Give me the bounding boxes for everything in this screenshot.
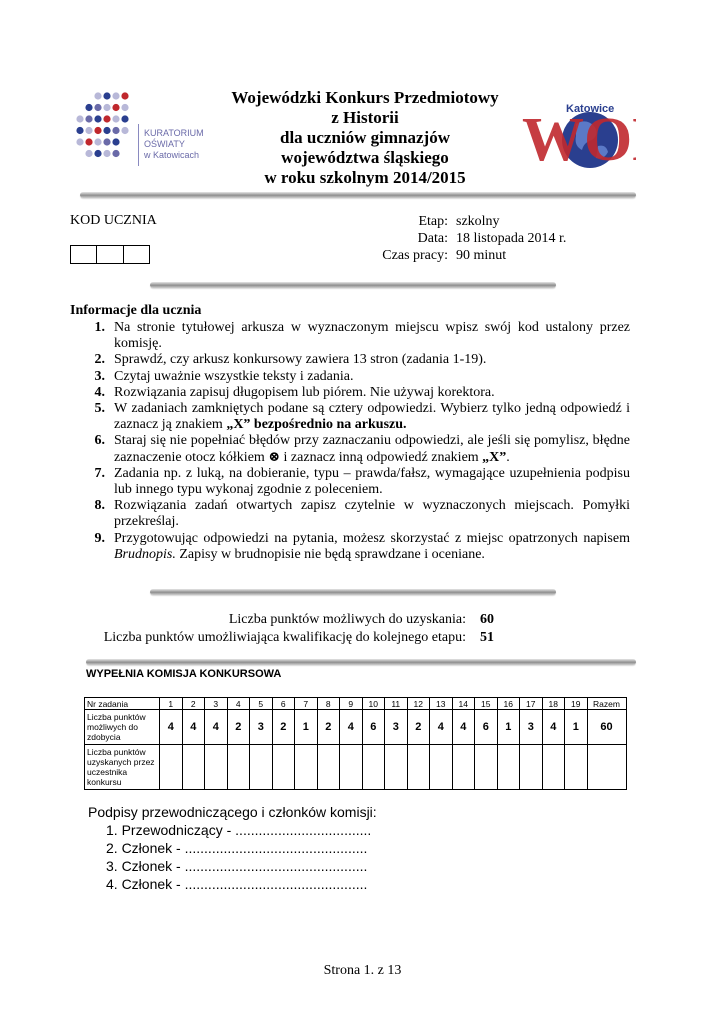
earned-points-cell[interactable] <box>362 745 385 790</box>
logo-dot <box>94 104 101 111</box>
signatures <box>88 803 377 893</box>
item-number: 2. <box>94 352 105 368</box>
item-number: 3. <box>94 368 105 384</box>
kod-ucznia-boxes[interactable] <box>70 245 150 264</box>
logo-dot <box>76 138 83 145</box>
earned-points-cell[interactable] <box>430 745 453 790</box>
item-number: 5. <box>94 401 105 417</box>
logo-dot <box>112 104 119 111</box>
earned-points-cell[interactable] <box>205 745 228 790</box>
max-points-cell: 4 <box>542 710 565 745</box>
logo-dot <box>76 127 83 134</box>
earned-points-cell[interactable] <box>565 745 588 790</box>
dots-logo-icon <box>74 90 134 170</box>
logo-dot <box>94 127 101 134</box>
max-points-cell: 60 <box>587 710 626 745</box>
signature-line[interactable]: 2. Członek - ............................................... <box>106 840 368 856</box>
item-text: Przygotowując odpowiedzi na pytania, możesz skorzystać z miejsc opatrzonych napisem Brudnopis. Zapisy w brudnopisie nie będą sprawdzane i oceniane. <box>114 530 630 562</box>
earned-points-cell[interactable] <box>250 745 273 790</box>
max-points-cell: 2 <box>227 710 250 745</box>
task-number-cell: 16 <box>497 698 520 710</box>
signature-line[interactable]: 1. Przewodniczący - ................................... <box>106 822 372 838</box>
item-text: Rozwiązania zadań otwartych zapisz czytelnie w wyznaczonych miejscach. Pomyłki przekreślaj. <box>114 498 630 530</box>
logo-dot <box>121 115 128 122</box>
page-footer: Strona 1. z 13 <box>323 963 402 978</box>
score-table <box>84 697 627 790</box>
max-points-cell: 2 <box>272 710 295 745</box>
list-item <box>70 466 630 498</box>
signatures-heading: Podpisy przewodniczącego i członków komisji: <box>88 804 377 820</box>
divider <box>80 192 636 198</box>
earned-points-cell[interactable] <box>340 745 363 790</box>
meta-value: szkolny <box>456 214 500 229</box>
task-number-cell: 11 <box>385 698 408 710</box>
list-item <box>70 369 630 385</box>
points-label: Liczba punktów umożliwiająca kwalifikację do kolejnego etapu: <box>103 630 466 645</box>
task-number-cell: 13 <box>430 698 453 710</box>
logo-dot <box>103 104 110 111</box>
wom-mark: WO <box>522 106 633 174</box>
logo-dot <box>94 138 101 145</box>
info-heading: Informacje dla ucznia <box>70 303 202 318</box>
max-points-cell: 3 <box>250 710 273 745</box>
title-line: województwa śląskiego <box>281 148 449 167</box>
wom-logo <box>518 88 636 176</box>
task-number-cell: 12 <box>407 698 430 710</box>
item-number: 8. <box>94 498 105 514</box>
max-points-cell: 4 <box>205 710 228 745</box>
earned-points-cell[interactable] <box>542 745 565 790</box>
title-line: z Historii <box>331 108 399 127</box>
earned-points-cell[interactable] <box>160 745 183 790</box>
logo-dot <box>112 115 119 122</box>
max-points-cell: 2 <box>317 710 340 745</box>
info-list <box>70 320 630 563</box>
logo-dot <box>121 127 128 134</box>
task-number-cell: 3 <box>205 698 228 710</box>
list-item <box>70 385 630 401</box>
logo-dot <box>85 150 92 157</box>
list-item <box>70 531 630 563</box>
earned-points-cell[interactable] <box>317 745 340 790</box>
max-points-cell: 3 <box>385 710 408 745</box>
logo-dot <box>103 115 110 122</box>
points-label: Liczba punktów możliwych do uzyskania: <box>228 612 466 627</box>
meta-key: Etap: <box>418 214 448 229</box>
task-number-cell: 18 <box>542 698 565 710</box>
list-item <box>70 498 630 530</box>
earned-points-cell[interactable] <box>452 745 475 790</box>
meta-value: 90 minut <box>456 248 507 263</box>
item-text: Zadania np. z luką, na dobieranie, typu – prawda/fałsz, wymagające uzupełnienia podpisu lub innego typu wykonaj zgodnie z poleceniem. <box>114 465 630 498</box>
earned-points-cell[interactable] <box>272 745 295 790</box>
meta-key: Czas pracy: <box>382 248 448 263</box>
earned-points-cell[interactable] <box>295 745 318 790</box>
points-row <box>70 611 510 629</box>
logo-dot <box>103 150 110 157</box>
earned-points-cell[interactable] <box>182 745 205 790</box>
earned-points-cell[interactable] <box>227 745 250 790</box>
item-text: Staraj się nie popełniać błędów przy zaznaczaniu odpowiedzi, ale jeśli się pomylisz, błędne zaznaczenie otocz kółkiem ⊗ i zaznacz inną odpowiedź znakiem „X”. <box>114 433 630 465</box>
max-points-cell: 1 <box>565 710 588 745</box>
logo-dot <box>85 104 92 111</box>
task-number-cell: 9 <box>340 698 363 710</box>
komisja-heading: WYPEŁNIA KOMISJA KONKURSOWA <box>86 668 282 680</box>
logo-dot <box>85 138 92 145</box>
logo-dot <box>94 150 101 157</box>
wom-logo-city: Katowice <box>566 103 615 115</box>
task-number-cell: 2 <box>182 698 205 710</box>
max-points-label: Liczba punktów możliwych do zdobycia <box>85 710 160 745</box>
item-text: Czytaj uważnie wszystkie teksty i zadania. <box>114 368 354 384</box>
logo-dot <box>112 150 119 157</box>
divider <box>150 589 556 595</box>
kuratorium-logo <box>74 90 214 170</box>
max-points-cell: 4 <box>182 710 205 745</box>
max-points-cell: 4 <box>340 710 363 745</box>
earned-points-cell[interactable] <box>475 745 498 790</box>
task-number-cell: 15 <box>475 698 498 710</box>
logo-dot <box>121 92 128 99</box>
max-points-cell: 6 <box>362 710 385 745</box>
earned-points-label: Liczba punktów uzyskanych przez uczestnika konkursu <box>85 745 160 790</box>
task-number-cell: 4 <box>227 698 250 710</box>
logo-dot <box>85 115 92 122</box>
list-item <box>70 433 630 465</box>
item-text: Rozwiązania zapisuj długopisem lub piórem. Nie używaj korektora. <box>114 384 495 400</box>
points-row <box>70 629 510 647</box>
title-line: w roku szkolnym 2014/2015 <box>264 168 466 187</box>
item-number: 9. <box>94 530 105 546</box>
logo-dot <box>85 127 92 134</box>
task-number-cell: 14 <box>452 698 475 710</box>
max-points-cell: 2 <box>407 710 430 745</box>
max-points-cell: 6 <box>475 710 498 745</box>
max-points-cell: 4 <box>430 710 453 745</box>
divider <box>150 282 556 288</box>
logo-dot <box>112 92 119 99</box>
max-points-cell: 3 <box>520 710 543 745</box>
list-item <box>70 401 630 433</box>
item-number: 4. <box>94 384 105 400</box>
task-number-cell: 6 <box>272 698 295 710</box>
points-value: 51 <box>480 630 494 645</box>
divider <box>86 659 636 665</box>
table-header-label: Nr zadania <box>85 698 160 710</box>
item-text: Sprawdź, czy arkusz konkursowy zawiera 13 stron (zadania 1-19). <box>114 352 487 368</box>
logo-dot <box>94 92 101 99</box>
kod-ucznia-label: KOD UCZNIA <box>70 213 157 228</box>
meta-row-data <box>360 230 566 247</box>
logo-dot <box>103 127 110 134</box>
circle-x-icon: ⊗ <box>268 449 281 465</box>
task-number-cell: 1 <box>160 698 183 710</box>
points-summary <box>70 611 510 647</box>
task-number-cell: 10 <box>362 698 385 710</box>
meta-row-etap <box>360 213 566 230</box>
logo-dot <box>112 138 119 145</box>
meta-value: 18 listopada 2014 r. <box>456 231 567 246</box>
logo-dot <box>94 115 101 122</box>
meta-row-czas <box>360 247 566 264</box>
item-number: 6. <box>94 433 105 449</box>
signature-line[interactable]: 4. Członek - ............................................... <box>106 876 368 892</box>
logo-dot <box>112 127 119 134</box>
earned-points-cell[interactable] <box>520 745 543 790</box>
meta-key: Data: <box>417 231 448 246</box>
list-item <box>70 320 630 352</box>
max-points-cell: 1 <box>497 710 520 745</box>
item-text: Na stronie tytułowej arkusza w wyznaczonym miejscu wpisz swój kod ustalony przez komisję. <box>114 320 630 352</box>
logo-dot <box>121 104 128 111</box>
signature-line[interactable]: 3. Członek - ............................................... <box>106 858 368 874</box>
list-item <box>70 352 630 368</box>
task-number-cell: 17 <box>520 698 543 710</box>
earned-points-cell[interactable] <box>407 745 430 790</box>
logo-dot <box>76 115 83 122</box>
item-number: 7. <box>94 465 105 481</box>
globe-icon <box>518 88 636 176</box>
max-points-cell: 4 <box>452 710 475 745</box>
task-number-cell: 5 <box>250 698 273 710</box>
max-points-cell: 1 <box>295 710 318 745</box>
task-number-cell: 7 <box>295 698 318 710</box>
task-number-cell: 8 <box>317 698 340 710</box>
item-number: 1. <box>94 320 105 335</box>
earned-points-cell[interactable] <box>587 745 626 790</box>
earned-points-cell[interactable] <box>385 745 408 790</box>
task-number-cell: Razem <box>587 698 626 710</box>
exam-meta <box>360 213 566 264</box>
logo-dot <box>103 138 110 145</box>
kuratorium-logo-text: KURATORIUM OŚWIATY w Katowicach <box>144 128 204 160</box>
page-title <box>210 88 520 188</box>
task-number-cell: 19 <box>565 698 588 710</box>
title-line: dla uczniów gimnazjów <box>280 128 450 147</box>
max-points-cell: 4 <box>160 710 183 745</box>
logo-dot <box>103 92 110 99</box>
item-text: W zadaniach zamkniętych podane są cztery odpowiedzi. Wybierz tylko jedną odpowiedź i zaznacz ją znakiem „X” bezpośrednio na arkuszu. <box>114 401 630 433</box>
earned-points-cell[interactable] <box>497 745 520 790</box>
title-line: Wojewódzki Konkurs Przedmiotowy <box>231 88 499 107</box>
points-value: 60 <box>480 612 494 627</box>
